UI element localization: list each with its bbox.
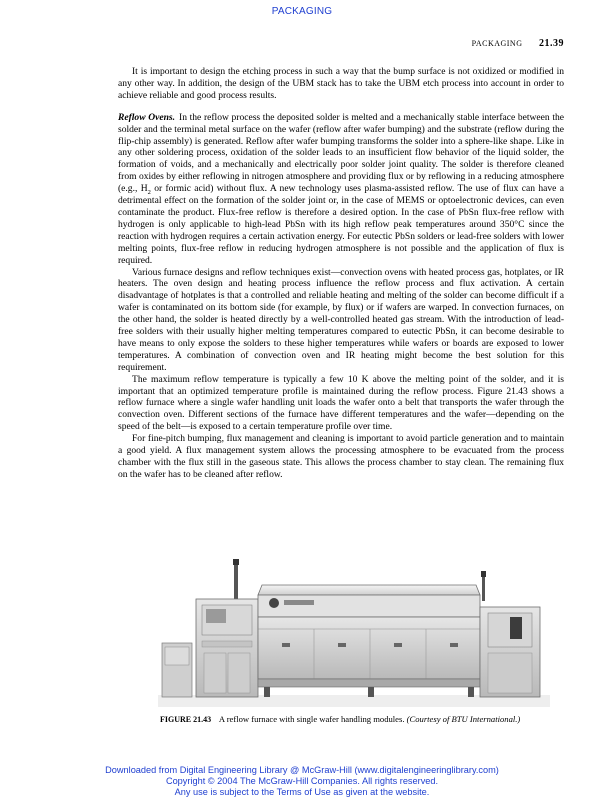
paragraph-furnace-designs: Various furnace designs and reflow techniques exist—convection ovens with heated process gas, hotplates, or IR heaters. The oven design and heating process influence the reflow process and flux activation. A certain disadvantage of hotplates is that a controlled and reliable heating and melting of the solder can become difficult if a wafer is contaminated on its bottom side (for example, by flux) or if wafers are warped. In convection furnaces, on the other hand, the solder is heated directly by a well-controlled heated gas stream. With the introduction of lead-free solders with their usually higher melting temperatures compared to eutectic PbSn, it can become desirable to have means to only expose the solders to these higher temperatures while wafers or boards are exposed to lower temperatures. A combination of convection oven and IR heating might become the best solution for this requirement.	[118, 266, 564, 373]
paragraph-reflow-ovens-text: In the reflow process the deposited solder is melted and a mechanically stable interface between the solder and the terminal metal surface on the wafer (reflow after wafer bumping) and the substrate (reflow during the flip-chip assembly) is generated. Reflow after wafer bumping transforms the solder into a sphere-like shape. Like in any other soldering process, oxidation of the solder leads to an insufficient flow behavior of the liquid solder, the formation of voids, and a mechanically and electrically poor solder joint quality. The solder is therefore cleaned from oxides by either reflowing in nitrogen atmosphere and providing flux or by reflowing in a reducing atmosphere (e.g., H	[118, 111, 564, 195]
figure-caption-text: A reflow furnace with single wafer handling modules.	[218, 714, 405, 724]
figure-reflow-furnace	[158, 555, 550, 707]
page-number: 21.39	[539, 38, 564, 49]
body-text	[118, 66, 564, 481]
paragraph-etching: It is important to design the etching process in such a way that the bump surface is not oxidized or modified in any other way. In addition, the design of the UBM stack has to take the UBM etch process into account in order to achieve reliable and good process results.	[118, 66, 564, 101]
paragraph-max-temperature: The maximum reflow temperature is typically a few 10 K above the melting point of the solder, and it is important that an optimized temperature profile is maintained during the reflow process. Figure 21.43 shows a reflow furnace where a single wafer handling unit loads the wafer onto a belt that transports the wafer through the convection oven. Different sections of the furnace have different temperatures and the wafer—depending on the speed of the belt—is exposed to a certain temperature profile over time.	[118, 373, 564, 433]
footer-copyright-line: Copyright © 2004 The McGraw-Hill Companies. All rights reserved.	[165, 776, 439, 786]
running-head-section: PACKAGING	[471, 39, 523, 48]
figure-caption	[160, 714, 550, 725]
footer-terms-line[interactable]: Any use is subject to the Terms of Use as given at the website.	[174, 787, 430, 797]
paragraph-reflow-ovens	[118, 112, 564, 267]
subscript-2: 2	[147, 189, 151, 197]
figure-label: FIGURE 21.43	[160, 715, 212, 724]
reflow-furnace-illustration	[158, 555, 550, 707]
download-banner: PACKAGING	[271, 6, 333, 17]
running-head	[472, 38, 564, 49]
section-heading-reflow-ovens: Reflow Ovens.	[118, 111, 176, 123]
footer-notice	[0, 765, 604, 798]
paragraph-flux-management: For fine-pitch bumping, flux management and cleaning is important to avoid particle generation and to maintain a good yield. A flux management system allows the processing atmosphere to be evacuated from the process chamber with the flux still in the gaseous state. This allows the process chamber to stay clean. The remaining flux on the wafer has to be cleaned after reflow.	[118, 433, 564, 480]
paragraph-reflow-ovens-text-cont: or formic acid) without flux. A new technology uses plasma-assisted reflow. The use of flux can have a detrimental effect on the formation of the solder joint or, in the case of MEMS or optoelectronic devices, can even contaminate the product. Flux-free reflow is therefore a desired option. In the case of PbSn flux-free reflow with hydrogen is only applicable to high-lead PbSn with its high reflow peak temperatures around 350°C since the reaction with hydrogen requires a certain activation energy. For eutectic PbSn solders or lead-free solders with lower melting points, flux-free reflow in reducing hydrogen atmosphere is not possible and the application of flux is required.	[118, 183, 564, 266]
figure-credit: (Courtesy of BTU International.)	[406, 714, 521, 724]
footer-download-line[interactable]: Downloaded from Digital Engineering Library @ McGraw-Hill (www.digitalengineeringlibrary.com)	[105, 765, 499, 775]
